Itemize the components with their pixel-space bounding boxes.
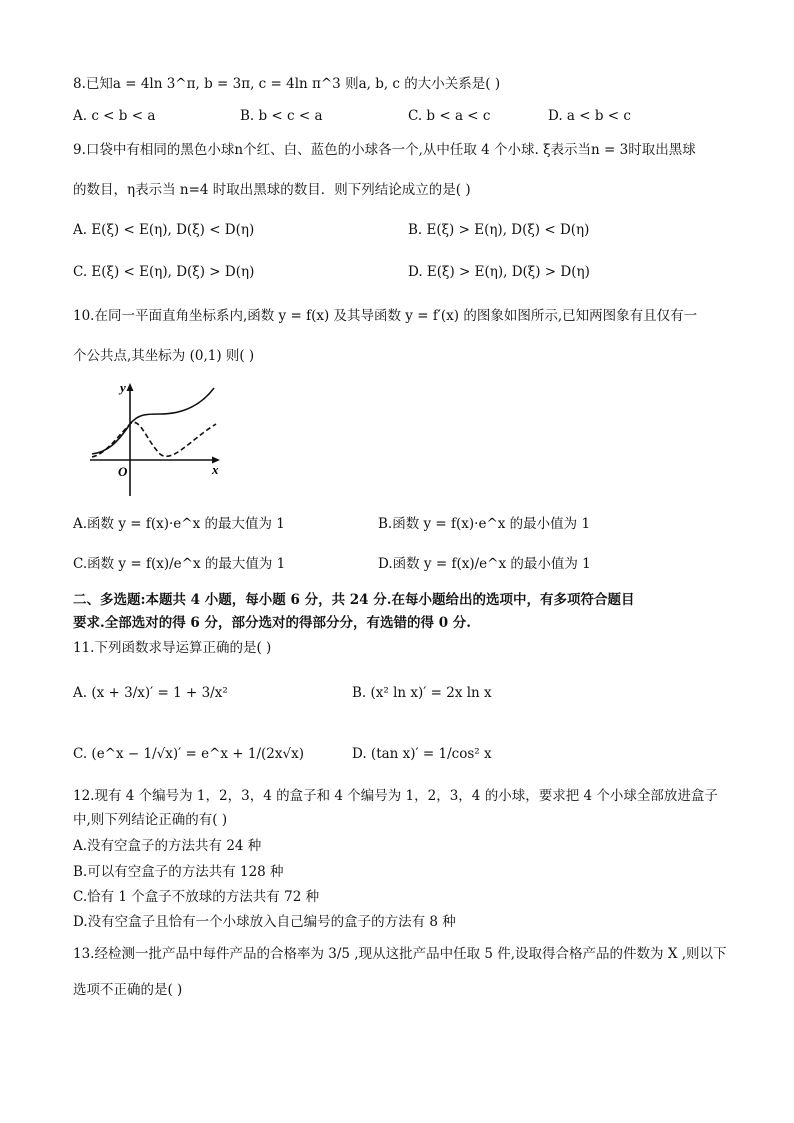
- q11-option-b: B. (x² ln x)′ = 2x ln x: [352, 685, 492, 701]
- q12-stem-line1: 12.现有 4 个编号为 1，2，3，4 的盒子和 4 个编号为 1，2，3，4 的小球，要求把 4 个小球全部放进盒子: [73, 788, 718, 804]
- q10-stem-line2: 个公共点,其坐标为 (0,1) 则( ): [73, 348, 255, 364]
- f-prime-curve: [92, 422, 216, 457]
- q11-option-c: C. (e^x − 1/√x)′ = e^x + 1/(2x√x): [73, 746, 304, 762]
- q10-option-d: D.函数 y = f(x)/e^x 的最小值为 1: [378, 556, 591, 572]
- q9-option-c: C. E(ξ) < E(η), D(ξ) > D(η): [73, 264, 255, 280]
- q10-stem-line1: 10.在同一平面直角坐标系内,函数 y = f(x) 及其导函数 y = f′(x) 的图象如图所示,已知两图象有且仅有一: [73, 308, 698, 324]
- q8-option-a: A. c < b < a: [73, 108, 156, 124]
- y-axis-arrow: [127, 383, 134, 391]
- q12-stem-line2: 中,则下列结论正确的有( ): [73, 812, 228, 828]
- q8-option-d: D. a < b < c: [548, 108, 631, 124]
- f-curve: [92, 388, 214, 454]
- q8-option-b: B. b < c < a: [240, 108, 323, 124]
- q11-option-d: D. (tan x)′ = 1/cos² x: [352, 746, 492, 762]
- q10-option-c: C.函数 y = f(x)/e^x 的最大值为 1: [73, 556, 286, 572]
- section2-heading-line1: 二、多选题:本题共 4 小题，每小题 6 分，共 24 分.在每小题给出的选项中，有多项符合题目: [73, 592, 635, 608]
- q10-option-a: A.函数 y = f(x)·e^x 的最大值为 1: [73, 516, 285, 532]
- q9-stem-line1: 9.口袋中有相同的黑色小球n个红、白、蓝色的小球各一个,从中任取 4 个小球. ξ表示当n = 3时取出黑球: [73, 142, 696, 158]
- q9-option-b: B. E(ξ) > E(η), D(ξ) < D(η): [408, 222, 590, 238]
- q8-stem: 8.已知a = 4ln 3^π, b = 3π, c = 4ln π^3 则a, b, c 的大小关系是( ): [73, 76, 501, 92]
- q8-option-c: C. b < a < c: [408, 108, 491, 124]
- q9-option-a: A. E(ξ) < E(η), D(ξ) < D(η): [73, 222, 255, 238]
- q10-option-b: B.函数 y = f(x)·e^x 的最小值为 1: [378, 516, 591, 532]
- q12-option-b: B.可以有空盒子的方法共有 128 种: [73, 864, 284, 880]
- q13-stem-line2: 选项不正确的是( ): [73, 982, 183, 998]
- y-axis-label: y: [120, 380, 126, 395]
- section2-heading-line2: 要求.全部选对的得 6 分，部分选对的得部分分，有选错的得 0 分.: [73, 615, 471, 631]
- x-axis-label: x: [212, 462, 219, 477]
- q12-option-a: A.没有空盒子的方法共有 24 种: [73, 838, 262, 854]
- q12-option-d: D.没有空盒子且恰有一个小球放入自己编号的盒子的方法有 8 种: [73, 914, 456, 930]
- function-graph: [86, 378, 226, 500]
- origin-label: O: [118, 464, 128, 479]
- q9-stem-line2: 的数目，η表示当 n=4 时取出黑球的数目．则下列结论成立的是( ): [73, 182, 471, 198]
- q13-stem-line1: 13.经检测一批产品中每件产品的合格率为 3/5 ,现从这批产品中任取 5 件,设取得合格产品的件数为 X ,则以下: [73, 946, 727, 962]
- q11-option-a: A. (x + 3/x)′ = 1 + 3/x²: [73, 685, 228, 701]
- q12-option-c: C.恰有 1 个盒子不放球的方法共有 72 种: [73, 889, 320, 905]
- q9-option-d: D. E(ξ) > E(η), D(ξ) > D(η): [408, 264, 590, 280]
- q11-stem: 11.下列函数求导运算正确的是( ): [73, 640, 272, 656]
